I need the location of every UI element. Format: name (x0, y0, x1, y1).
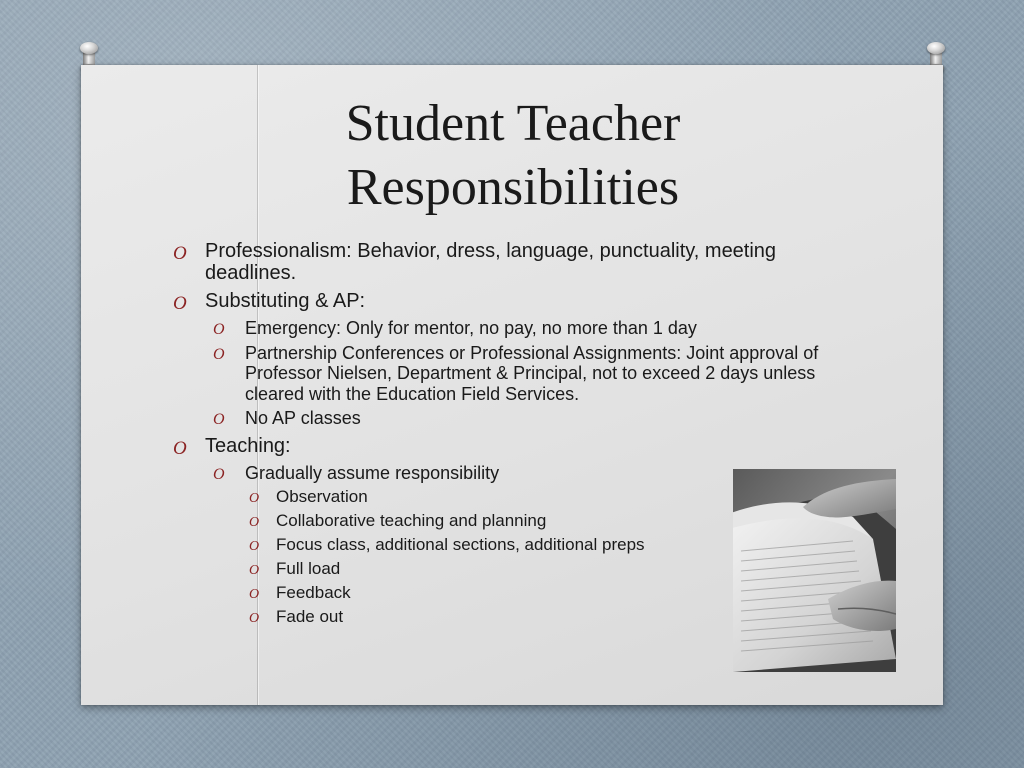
bullet-text: Substituting & AP: (205, 290, 366, 312)
sub-bullet-list (205, 318, 830, 429)
hands-reading-book-photo (733, 469, 896, 672)
bullet-icon: O (249, 491, 260, 506)
bullet-icon: O (173, 437, 187, 459)
list-item (170, 290, 830, 429)
bullet-text: Gradually assume responsibility (245, 462, 500, 483)
bullet-text: Professionalism: Behavior, dress, language, punctuality, meeting deadlines. (205, 240, 777, 284)
bullet-icon: O (249, 515, 260, 530)
list-item (205, 343, 830, 405)
bullet-list (170, 240, 830, 627)
bullet-text: Focus class, additional sections, additional preps (276, 535, 645, 554)
bullet-content (170, 240, 830, 633)
bullet-icon: O (173, 243, 187, 264)
bullet-icon: O (213, 321, 225, 338)
bullet-text: Partnership Conferences or Professional Assignments: Joint approval of Professor Nielsen, Department & Principal, not to exceed 2 days unless cleared with the Education Field Services. (245, 342, 819, 404)
bullet-text: Collaborative teaching and planning (276, 511, 547, 530)
bullet-icon: O (213, 465, 225, 483)
bullet-icon: O (249, 587, 260, 602)
list-item (205, 408, 830, 429)
bullet-icon: O (173, 293, 187, 314)
bullet-icon: O (249, 563, 260, 578)
bullet-text: Feedback (276, 583, 351, 602)
bullet-text: No AP classes (245, 408, 361, 428)
bullet-text: Fade out (276, 607, 344, 626)
list-item (205, 318, 830, 339)
title-line-1: Student Teacher (345, 95, 681, 152)
bullet-text: Observation (276, 487, 368, 506)
slide-title (240, 92, 786, 220)
bullet-text: Emergency: Only for mentor, no pay, no more than 1 day (245, 318, 697, 338)
bullet-icon: O (249, 539, 260, 554)
bullet-text: Teaching: (205, 434, 291, 457)
bullet-icon: O (213, 345, 225, 363)
bullet-icon: O (213, 411, 225, 428)
list-item (170, 240, 830, 284)
bullet-icon: O (249, 611, 260, 626)
bullet-text: Full load (276, 559, 341, 578)
title-line-2: Responsibilities (346, 159, 680, 216)
list-item (170, 435, 830, 628)
